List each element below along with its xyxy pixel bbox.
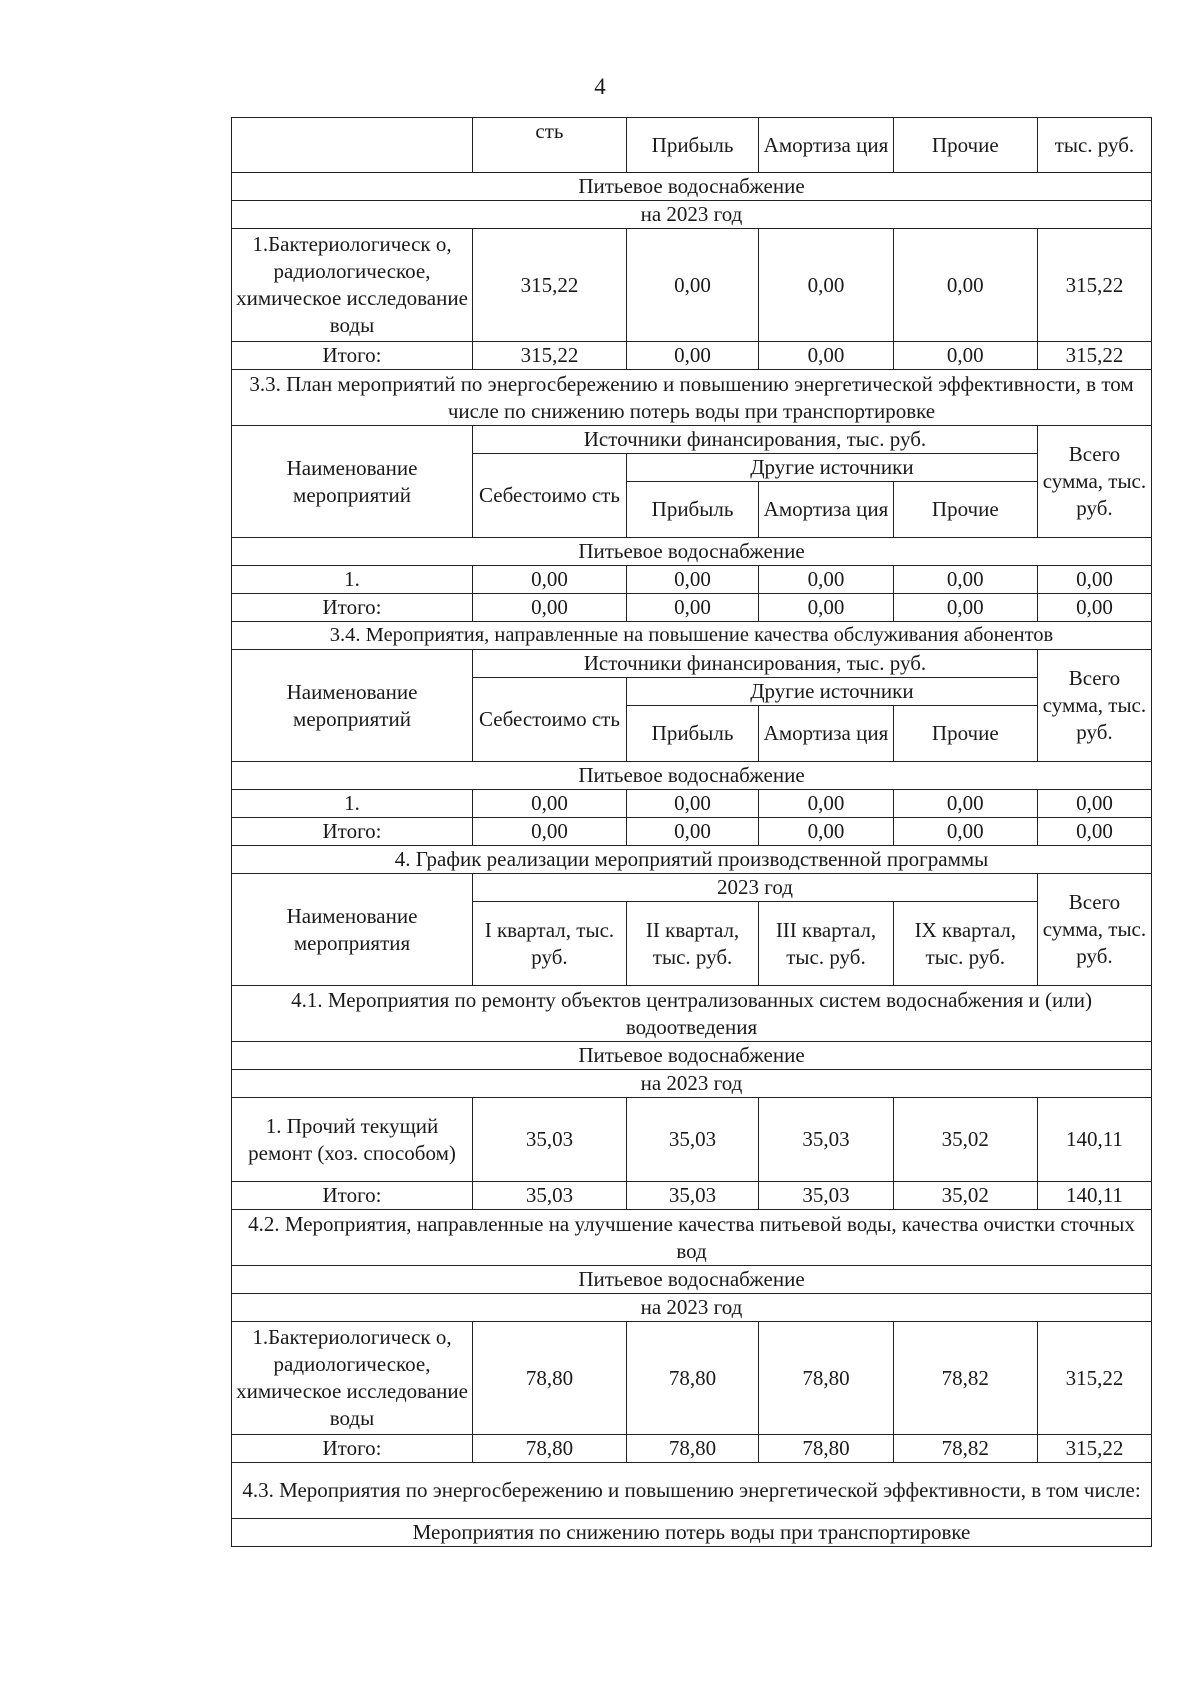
section-group-row [232, 762, 1152, 790]
header-other: Прочие [893, 118, 1037, 173]
section-title: 3.3. План мероприятий по энергосбережению и повышению энергетической эффективности, в том числе по снижению потерь воды при транспортировке [232, 370, 1152, 426]
measure-name: 1. [232, 790, 473, 818]
cell-q4: 35,02 [893, 1182, 1037, 1210]
header-profit: Прибыль [626, 118, 758, 173]
total-row [232, 818, 1152, 846]
cell-total: 0,00 [1037, 818, 1151, 846]
cell-total: 0,00 [1037, 790, 1151, 818]
header-total: Всего сумма, тыс. руб. [1037, 650, 1151, 762]
cell-total: 315,22 [1037, 229, 1151, 342]
section-title: 4.1. Мероприятия по ремонту объектов централизованных систем водоснабжения и (или) водоотведения [232, 986, 1152, 1042]
header-name: Наименование мероприятий [232, 650, 473, 762]
cell-total: 0,00 [1037, 594, 1151, 622]
group-label: Питьевое водоснабжение [232, 173, 1152, 201]
cell-cost: 315,22 [473, 229, 627, 342]
total-label: Итого: [232, 818, 473, 846]
page-number: 4 [594, 74, 606, 99]
table-row [232, 566, 1152, 594]
total-label: Итого: [232, 342, 473, 370]
header-row [232, 874, 1152, 902]
section-title-row [232, 1463, 1152, 1519]
cell-other: 0,00 [893, 342, 1037, 370]
group-label: Питьевое водоснабжение [232, 538, 1152, 566]
header-name: Наименование мероприятия [232, 874, 473, 986]
section-group-row [232, 173, 1152, 201]
cell-amortization: 0,00 [759, 229, 894, 342]
cell-total: 315,22 [1037, 342, 1151, 370]
cell-amortization: 0,00 [759, 342, 894, 370]
cell-q1: 35,03 [473, 1098, 627, 1182]
total-label: Итого: [232, 594, 473, 622]
header-cost: сть [473, 118, 627, 173]
group-label: Питьевое водоснабжение [232, 1042, 1152, 1070]
cell-other: 0,00 [893, 594, 1037, 622]
year-row [232, 201, 1152, 229]
header-amortization: Амортиза ция [759, 118, 894, 173]
total-label: Итого: [232, 1182, 473, 1210]
year-label: на 2023 год [232, 1070, 1152, 1098]
cell-profit: 0,00 [626, 818, 758, 846]
header-other: Прочие [893, 706, 1037, 762]
section-group-row [232, 1042, 1152, 1070]
cell-other: 0,00 [893, 818, 1037, 846]
cell-q2: 78,80 [626, 1435, 758, 1463]
section-title: 4. График реализации мероприятий производственной программы [232, 846, 1152, 874]
header-q3: III квартал, тыс. руб. [759, 902, 894, 986]
measure-name: 1. Прочий текущий ремонт (хоз. способом) [232, 1098, 473, 1182]
section-title-row [232, 986, 1152, 1042]
section-title-row [232, 370, 1152, 426]
header-sources: Источники финансирования, тыс. руб. [473, 650, 1038, 678]
cell-total: 140,11 [1037, 1098, 1151, 1182]
total-row [232, 594, 1152, 622]
header-other-sources: Другие источники [626, 454, 1037, 482]
header-name: Наименование мероприятий [232, 426, 473, 538]
cell-cost: 0,00 [473, 594, 627, 622]
cell-q4: 78,82 [893, 1322, 1037, 1435]
header-row [232, 426, 1152, 454]
header-profit: Прибыль [626, 482, 758, 538]
cell-cost: 0,00 [473, 790, 627, 818]
header-empty-cell [232, 118, 473, 173]
section-title: 4.2. Мероприятия, направленные на улучшение качества питьевой воды, качества очистки сточных вод [232, 1210, 1152, 1266]
measure-name: 1.Бактериологическ о, радиологическое, химическое исследование воды [232, 1322, 473, 1435]
cell-profit: 0,00 [626, 594, 758, 622]
cell-profit: 0,00 [626, 790, 758, 818]
table-row [232, 790, 1152, 818]
section-title-row [232, 1210, 1152, 1266]
cell-q4: 78,82 [893, 1435, 1037, 1463]
group-label: Питьевое водоснабжение [232, 762, 1152, 790]
cell-q1: 78,80 [473, 1322, 627, 1435]
table-row [232, 229, 1152, 342]
cell-other: 0,00 [893, 566, 1037, 594]
total-row [232, 1435, 1152, 1463]
section-title: 3.4. Мероприятия, направленные на повышение качества обслуживания абонентов [232, 622, 1152, 650]
cell-other: 0,00 [893, 229, 1037, 342]
section-group-row [232, 538, 1152, 566]
cell-profit: 0,00 [626, 566, 758, 594]
section-group-row [232, 1266, 1152, 1294]
cell-amortization: 0,00 [759, 566, 894, 594]
subsection-row [232, 1519, 1152, 1547]
table-row [232, 1098, 1152, 1182]
header-cost: Себестоимо сть [473, 678, 627, 762]
year-label: на 2023 год [232, 201, 1152, 229]
cell-q1: 78,80 [473, 1435, 627, 1463]
cell-q3: 35,03 [759, 1182, 894, 1210]
cell-cost: 0,00 [473, 566, 627, 594]
cell-amortization: 0,00 [759, 790, 894, 818]
header-year: 2023 год [473, 874, 1038, 902]
cell-q2: 78,80 [626, 1322, 758, 1435]
total-label: Итого: [232, 1435, 473, 1463]
measure-name: 1.Бактериологическ о, радиологическое, химическое исследование воды [232, 229, 473, 342]
cell-cost: 0,00 [473, 818, 627, 846]
header-profit: Прибыль [626, 706, 758, 762]
cell-profit: 0,00 [626, 342, 758, 370]
cell-total: 140,11 [1037, 1182, 1151, 1210]
header-q1: I квартал, тыс. руб. [473, 902, 627, 986]
cell-cost: 315,22 [473, 342, 627, 370]
total-row [232, 1182, 1152, 1210]
header-other: Прочие [893, 482, 1037, 538]
header-cost: Себестоимо сть [473, 454, 627, 538]
cell-other: 0,00 [893, 790, 1037, 818]
cell-q2: 35,03 [626, 1098, 758, 1182]
header-total-unit: тыс. руб. [1037, 118, 1151, 173]
cell-total: 0,00 [1037, 566, 1151, 594]
cell-amortization: 0,00 [759, 818, 894, 846]
program-table [231, 117, 1152, 1547]
cell-amortization: 0,00 [759, 594, 894, 622]
table-row [232, 1322, 1152, 1435]
section-title-row [232, 846, 1152, 874]
header-amortization: Амортиза ция [759, 706, 894, 762]
year-label: на 2023 год [232, 1294, 1152, 1322]
header-total: Всего сумма, тыс. руб. [1037, 426, 1151, 538]
cell-q3: 35,03 [759, 1098, 894, 1182]
header-row [232, 650, 1152, 678]
total-row [232, 342, 1152, 370]
cell-q3: 78,80 [759, 1435, 894, 1463]
header-q4: IX квартал, тыс. руб. [893, 902, 1037, 986]
section-title-row [232, 622, 1152, 650]
cell-q3: 78,80 [759, 1322, 894, 1435]
section-title: 4.3. Мероприятия по энергосбережению и повышению энергетической эффективности, в том числе: [232, 1463, 1152, 1519]
cell-total: 315,22 [1037, 1322, 1151, 1435]
continued-header-row [232, 118, 1152, 173]
subsection-title: Мероприятия по снижению потерь воды при транспортировке [232, 1519, 1152, 1547]
header-sources: Источники финансирования, тыс. руб. [473, 426, 1038, 454]
cell-q4: 35,02 [893, 1098, 1037, 1182]
header-q2: II квартал, тыс. руб. [626, 902, 758, 986]
group-label: Питьевое водоснабжение [232, 1266, 1152, 1294]
cell-q2: 35,03 [626, 1182, 758, 1210]
measure-name: 1. [232, 566, 473, 594]
cell-q1: 35,03 [473, 1182, 627, 1210]
cell-total: 315,22 [1037, 1435, 1151, 1463]
header-total: Всего сумма, тыс. руб. [1037, 874, 1151, 986]
cell-profit: 0,00 [626, 229, 758, 342]
header-other-sources: Другие источники [626, 678, 1037, 706]
year-row [232, 1294, 1152, 1322]
header-amortization: Амортиза ция [759, 482, 894, 538]
year-row [232, 1070, 1152, 1098]
